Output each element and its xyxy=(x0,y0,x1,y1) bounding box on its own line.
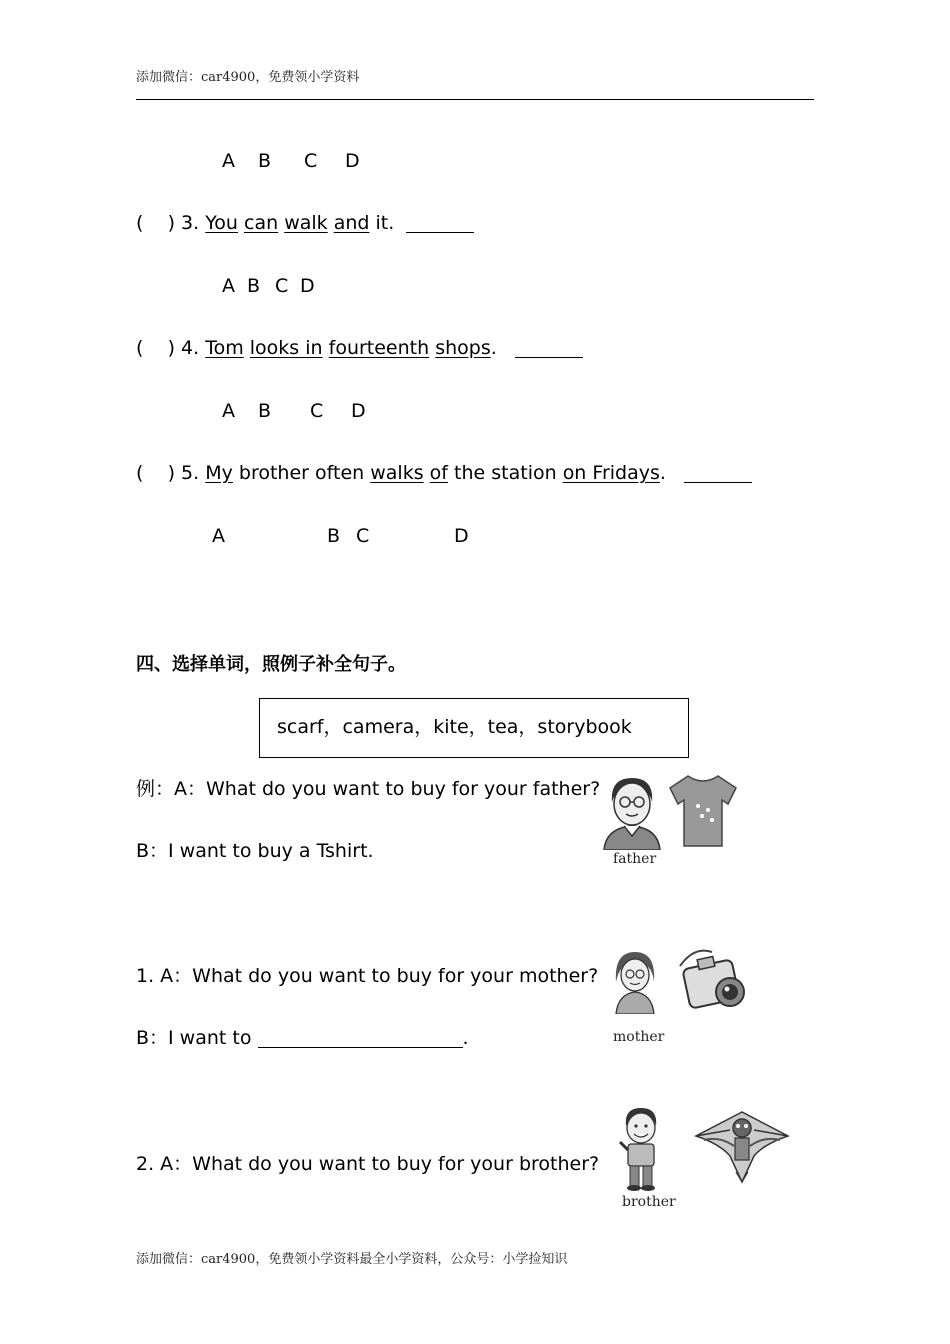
page-footer: 添加微信：car4900，免费领小学资料最全小学资料，公众号：小学捡知识 xyxy=(136,1252,568,1267)
option-a: A xyxy=(222,150,235,172)
option-a: A xyxy=(222,400,235,422)
father-caption: father xyxy=(613,851,657,867)
option-c: C xyxy=(304,150,318,172)
sentence-end: it. xyxy=(375,212,395,234)
question-number: 4. xyxy=(181,337,200,359)
word-box xyxy=(259,698,689,758)
option-d: D xyxy=(351,400,366,422)
kite-illustration xyxy=(690,1106,794,1186)
page-header: 添加微信：car4900，免费领小学资料 xyxy=(136,70,360,85)
tshirt-illustration xyxy=(668,772,738,848)
answer-prefix: B：I want to xyxy=(136,1027,252,1049)
section-title: 四、选择单词，照例子补全句子。 xyxy=(136,654,406,675)
question-4 xyxy=(136,337,583,359)
plain-text: brother often xyxy=(238,462,365,484)
example-question: 例：A：What do you want to buy for your father? xyxy=(136,778,601,800)
question-3 xyxy=(136,212,474,234)
question-number: 3. xyxy=(181,212,200,234)
answer-blank[interactable] xyxy=(515,338,583,358)
option-b: B xyxy=(247,275,261,297)
q4-options xyxy=(0,400,950,424)
answer-end: . xyxy=(462,1027,469,1049)
underlined-a: You xyxy=(205,212,238,234)
word-list: scarf，camera，kite，tea，storybook xyxy=(277,716,632,738)
brother-caption: brother xyxy=(622,1194,676,1210)
item-1-answer xyxy=(136,1023,469,1050)
sentence-end: . xyxy=(659,462,666,484)
question-5 xyxy=(136,462,752,484)
option-a: A xyxy=(222,275,235,297)
option-c: C xyxy=(275,275,289,297)
answer-paren[interactable]: ( ) xyxy=(136,212,175,234)
header-rule xyxy=(136,99,814,100)
option-b: B xyxy=(258,150,272,172)
underlined-b: walks xyxy=(370,462,424,484)
option-b: B xyxy=(258,400,272,422)
underlined-d: on Fridays xyxy=(562,462,660,484)
answer-blank[interactable] xyxy=(406,213,474,233)
underlined-c: fourteenth xyxy=(328,337,430,359)
camera-illustration xyxy=(674,946,750,1012)
underlined-d: and xyxy=(333,212,370,234)
mother-illustration xyxy=(610,948,660,1014)
underlined-c: walk xyxy=(284,212,328,234)
underlined-b: looks in xyxy=(249,337,323,359)
option-c: C xyxy=(310,400,324,422)
underlined-c: of xyxy=(429,462,448,484)
option-d: D xyxy=(345,150,360,172)
q5-options xyxy=(0,525,950,549)
example-answer: B：I want to buy a Tshirt. xyxy=(136,840,374,862)
answer-paren[interactable]: ( ) xyxy=(136,462,175,484)
sentence-end: . xyxy=(490,337,497,359)
underlined-a: Tom xyxy=(205,337,244,359)
q2-options xyxy=(0,150,950,174)
answer-paren[interactable]: ( ) xyxy=(136,337,175,359)
item-1-question: 1. A：What do you want to buy for your mother? xyxy=(136,965,599,987)
plain-text: the station xyxy=(454,462,557,484)
option-d: D xyxy=(300,275,315,297)
question-number: 5. xyxy=(181,462,200,484)
underlined-a: My xyxy=(205,462,233,484)
answer-blank[interactable] xyxy=(684,463,752,483)
option-c: C xyxy=(356,525,370,547)
father-illustration xyxy=(600,772,662,850)
item-2-question: 2. A：What do you want to buy for your brother? xyxy=(136,1153,600,1175)
option-a: A xyxy=(212,525,225,547)
underlined-b: can xyxy=(244,212,279,234)
underlined-d: shops xyxy=(435,337,491,359)
answer-blank[interactable] xyxy=(258,1028,463,1048)
brother-illustration xyxy=(618,1106,664,1192)
q3-options xyxy=(0,275,950,299)
option-b: B xyxy=(327,525,341,547)
mother-caption: mother xyxy=(613,1029,665,1045)
option-d: D xyxy=(454,525,469,547)
